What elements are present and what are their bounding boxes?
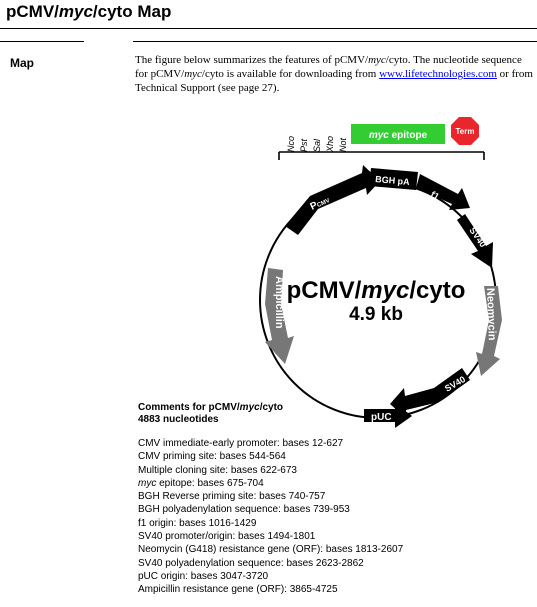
plasmid-name: pCMV/myc/cyto [286,277,466,304]
neomycin-label: Neomycin [484,287,498,341]
feature-item: SV40 polyadenylation sequence: bases 2623-2862 [138,557,364,569]
pcmv-arrow [285,165,380,235]
lifetechnologies-link[interactable]: www.lifetechnologies.com [379,68,497,80]
ampicillin-label: Ampicillin [273,276,285,329]
multiple-cloning-site [279,117,484,160]
section-divider-left [0,41,84,42]
pcmv-label: PCMV [308,197,331,213]
site-label-pst: Pst [299,138,309,152]
puc-label: pUC [371,412,392,423]
site-label-xho: Xho [325,135,335,152]
feature-item: SV40 promoter/origin: bases 1494-1801 [138,531,316,543]
comments-block [138,402,498,597]
feature-item: pUC origin: bases 3047-3720 [138,570,269,582]
site-label-nco: Nco [286,135,296,152]
epitope-label: myc epitope [368,130,428,141]
feature-item: CMV priming site: bases 544-564 [138,451,286,463]
section-divider-right [133,41,537,42]
page-title: pCMV/myc/cyto Map [6,2,172,21]
feature-item: f1 origin: bases 1016-1429 [138,517,257,529]
site-label-not: Not [338,137,348,152]
sv40-label-a: SV40 [467,225,489,250]
map-center-title [287,277,466,325]
feature-item: BGH polyadenylation sequence: bases 739-953 [138,504,350,516]
sv40-label-b: SV40 [443,374,468,394]
term-label: Term [455,127,475,136]
intro-paragraph: The figure below summarizes the features of pCMV/myc/cyto. The nucleotide sequence for pCMV/myc/cyto is available for downloading from www.lifetechnologies.com or from Technical Support (see page 27). [135,54,533,94]
feature-item: Multiple cloning site: bases 622-673 [138,464,297,476]
f1-label: f1 [429,189,441,202]
feature-item: CMV immediate-early promoter: bases 12-627 [138,438,344,449]
feature-item: myc epitope: bases 675-704 [138,477,264,489]
plasmid-size: 4.9 kb [349,304,403,325]
section-label: Map [10,56,34,70]
bgh-pa-label: BGH pA [374,174,411,187]
comments-title: Comments for pCMV/myc/cyto [138,402,284,413]
plasmid-map [230,108,530,438]
comments-subtitle: 4883 nucleotides [138,414,219,425]
site-label-sal: Sal [312,138,322,152]
feature-item: BGH Reverse priming site: bases 740-757 [138,491,326,503]
title-divider [0,28,537,29]
feature-item: Ampicillin resistance gene (ORF): 3865-4725 [138,584,338,596]
feature-item: Neomycin (G418) resistance gene (ORF): bases 1813-2607 [138,544,404,556]
